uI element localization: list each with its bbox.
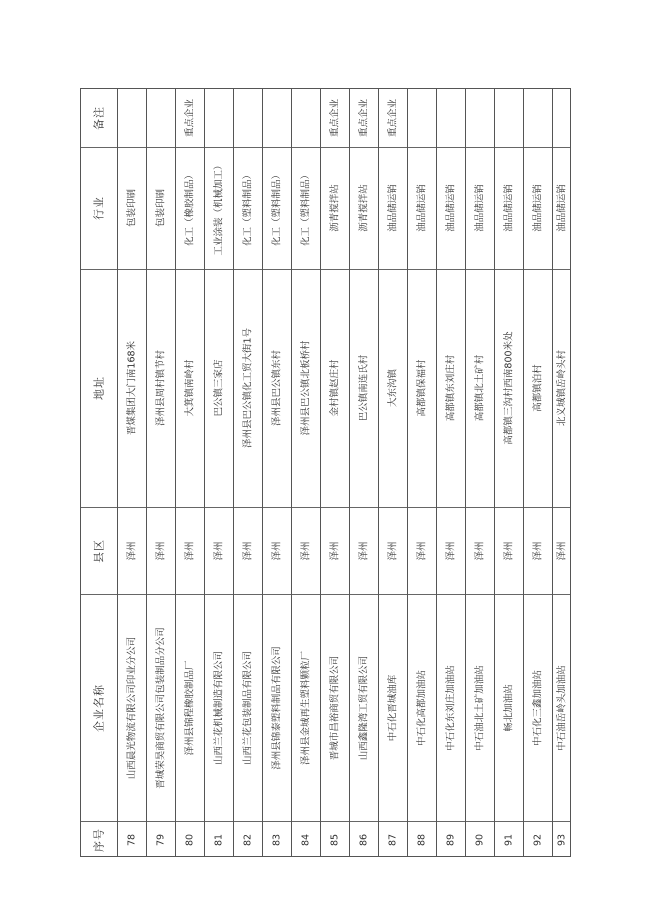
- cell-industry: 沥青搅拌站: [328, 184, 340, 232]
- cell-seq: 86: [357, 833, 369, 846]
- cell-county: 泽州: [415, 540, 427, 561]
- header-county: 县区: [92, 538, 106, 563]
- cell-name: 泽州县锦泰塑料制品有限公司: [270, 645, 282, 770]
- cell-seq: 81: [212, 833, 224, 846]
- cell-address: 泽州县巴公镇化工贸大街1号: [241, 327, 253, 449]
- row-divider: [291, 89, 292, 856]
- cell-name: 中石油岳岭头加油站: [556, 664, 568, 751]
- cell-industry: 油品储运销: [473, 184, 485, 232]
- cell-remark: 重点企业: [357, 98, 369, 138]
- cell-industry: 化工（塑料制品）: [241, 169, 253, 247]
- cell-county: 泽州: [556, 540, 568, 561]
- cell-county: 泽州: [502, 540, 514, 561]
- cell-seq: 83: [270, 833, 282, 846]
- cell-address: 金村镇赵庄村: [328, 359, 340, 417]
- cell-remark: 重点企业: [386, 98, 398, 138]
- cell-seq: 93: [556, 833, 568, 846]
- cell-county: 泽州: [444, 540, 456, 561]
- row-divider: [349, 89, 350, 856]
- cell-county: 泽州: [212, 540, 224, 561]
- cell-industry: 油品储运销: [444, 184, 456, 232]
- cell-county: 泽州: [386, 540, 398, 561]
- row-divider: [494, 89, 495, 856]
- cell-address: 北义城镇岳岭头村: [556, 349, 568, 427]
- cell-name: 山西兰花包装制品有限公司: [241, 650, 253, 765]
- cell-address: 大箕镇南岭村: [183, 359, 195, 417]
- cell-seq: 82: [241, 833, 253, 846]
- cell-industry: 油品储运销: [415, 184, 427, 232]
- cell-industry: 包装印刷: [154, 188, 166, 228]
- cell-county: 泽州: [531, 540, 543, 561]
- cell-industry: 油品储运销: [531, 184, 543, 232]
- cell-seq: 80: [183, 833, 195, 846]
- header-industry: 行业: [92, 196, 106, 220]
- cell-county: 泽州: [183, 540, 195, 561]
- cell-name: 中石化东刘庄加油站: [444, 664, 456, 751]
- cell-county: 泽州: [125, 540, 137, 561]
- cell-remark: 重点企业: [183, 98, 195, 138]
- cell-name: 泽州县锦程橡胶制品厂: [183, 659, 195, 756]
- header-address: 地址: [92, 376, 106, 400]
- cell-address: 泽州县周村镇节村: [154, 349, 166, 427]
- column-divider: [81, 821, 570, 822]
- cell-seq: 78: [125, 833, 137, 846]
- cell-name: 晋城市昌裕商贸有限公司: [328, 655, 340, 760]
- cell-industry: 油品储运销: [556, 184, 568, 232]
- enterprise-table: [80, 88, 571, 857]
- row-divider: [175, 89, 176, 856]
- cell-county: 泽州: [241, 540, 253, 561]
- cell-seq: 91: [502, 833, 514, 846]
- cell-name: 畅北加油站: [502, 683, 514, 732]
- row-divider: [436, 89, 437, 856]
- cell-industry: 化工（塑料制品）: [270, 169, 282, 247]
- cell-address: 巴公镇三家店: [212, 359, 224, 417]
- cell-address: 巴公镇南连氏村: [357, 354, 369, 422]
- cell-address: 晋煤集团大门南168米: [125, 340, 137, 436]
- cell-seq: 87: [386, 833, 398, 846]
- column-divider: [81, 594, 570, 595]
- row-divider: [378, 89, 379, 856]
- row-divider: [320, 89, 321, 856]
- row-divider: [204, 89, 205, 856]
- cell-industry: 包装印刷: [125, 188, 137, 228]
- cell-name: 山西晨光物流有限公司印业分公司: [125, 636, 137, 779]
- cell-seq: 90: [473, 833, 485, 846]
- cell-name: 山西兰花机械制造有限公司: [212, 650, 224, 765]
- cell-county: 泽州: [299, 540, 311, 561]
- cell-name: 山西鑫隆湾工贸有限公司: [357, 655, 369, 760]
- header-remark: 备注: [92, 106, 106, 130]
- column-divider: [81, 507, 570, 508]
- cell-industry: 沥青搅拌站: [357, 184, 369, 232]
- row-divider: [523, 89, 524, 856]
- cell-industry: 化工（塑料制品）: [299, 169, 311, 247]
- row-divider: [262, 89, 263, 856]
- cell-county: 泽州: [328, 540, 340, 561]
- cell-address: 泽州县巴公镇北板桥村: [299, 340, 311, 436]
- cell-seq: 92: [531, 833, 543, 846]
- cell-seq: 84: [299, 833, 311, 846]
- cell-industry: 油品储运销: [502, 184, 514, 232]
- cell-seq: 85: [328, 833, 340, 846]
- cell-seq: 88: [415, 833, 427, 846]
- cell-name: 中石化三鑫加油站: [531, 669, 543, 746]
- row-divider: [117, 89, 118, 856]
- cell-county: 泽州: [270, 540, 282, 561]
- cell-address: 高都镇北土矿村: [473, 354, 485, 422]
- cell-name: 中石油北土矿加油站: [473, 664, 485, 751]
- header-name: 企业名称: [92, 683, 106, 732]
- column-divider: [81, 147, 570, 148]
- cell-name: 泽州县金城再生塑料颗粒厂: [299, 650, 311, 765]
- column-divider: [81, 269, 570, 270]
- row-divider: [552, 89, 553, 856]
- cell-address: 泽州县巴公镇东村: [270, 349, 282, 427]
- cell-name: 中石化高都加油站: [415, 669, 427, 746]
- cell-seq: 89: [444, 833, 456, 846]
- cell-seq: 79: [154, 833, 166, 846]
- cell-county: 泽州: [473, 540, 485, 561]
- cell-address: 高都镇保福村: [415, 359, 427, 417]
- cell-name: 中石化晋城油库: [386, 674, 398, 741]
- cell-remark: 重点企业: [328, 98, 340, 138]
- cell-name: 晋城荣昊商贸有限公司包装制品分公司: [154, 626, 166, 789]
- cell-industry: 工业涂装（机械加工）: [212, 160, 224, 256]
- row-divider: [146, 89, 147, 856]
- cell-address: 高都镇泊村: [531, 364, 543, 412]
- header-seq: 序号: [92, 827, 106, 852]
- cell-address: 大东沟镇: [386, 368, 398, 408]
- cell-address: 高都镇东刘庄村: [444, 354, 456, 422]
- cell-industry: 化工（橡胶制品）: [183, 169, 195, 247]
- cell-county: 泽州: [154, 540, 166, 561]
- row-divider: [233, 89, 234, 856]
- cell-industry: 油品储运销: [386, 184, 398, 232]
- row-divider: [407, 89, 408, 856]
- cell-address: 高都镇三沟村西南800米处: [502, 331, 514, 445]
- row-divider: [465, 89, 466, 856]
- cell-county: 泽州: [357, 540, 369, 561]
